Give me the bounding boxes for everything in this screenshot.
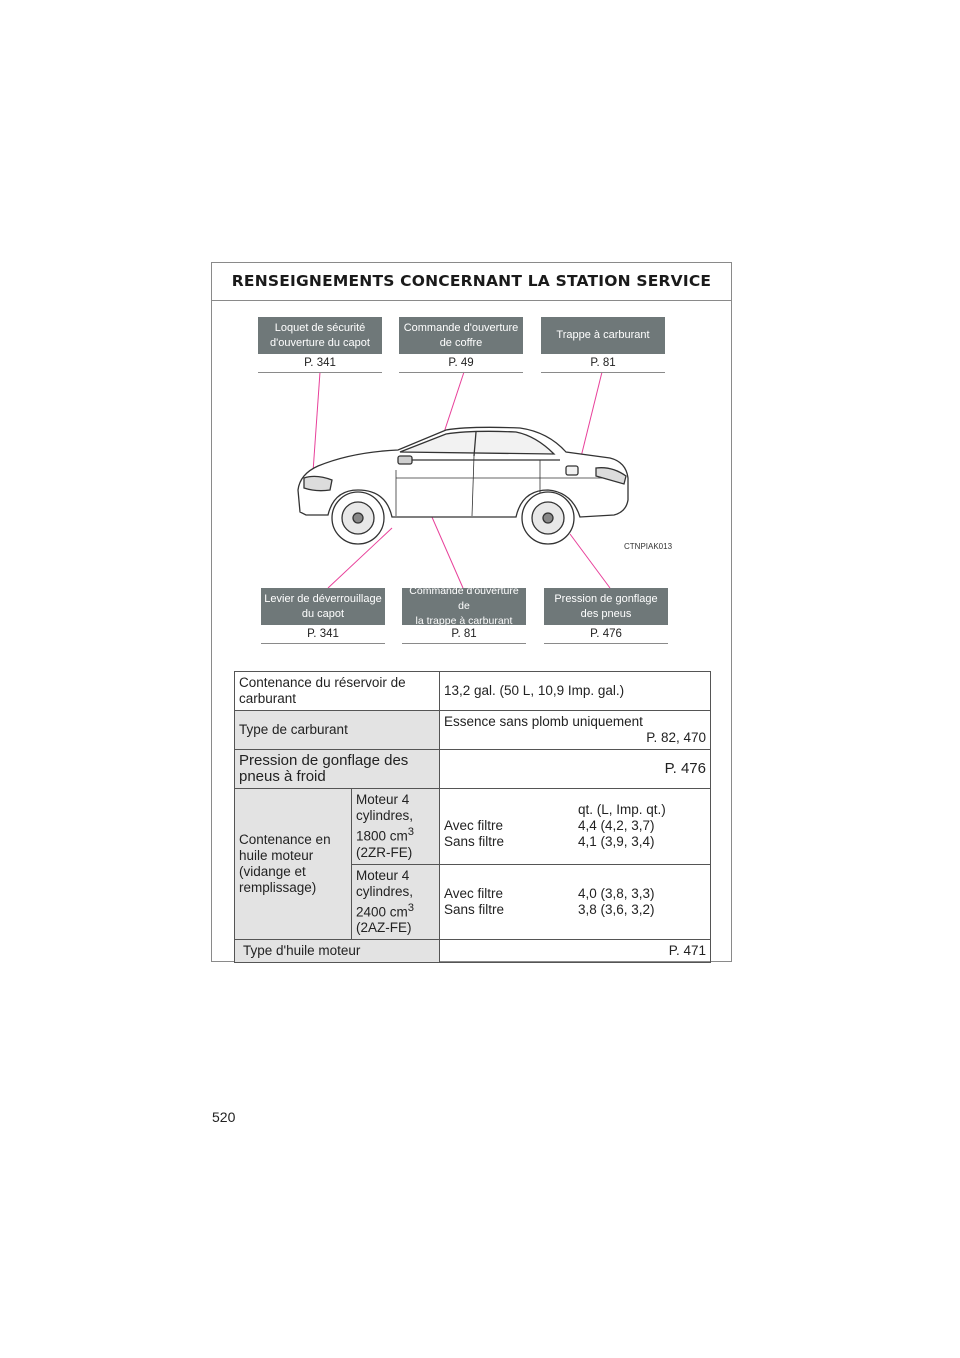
tire-pressure-label — [235, 750, 440, 789]
with-filter-label: Avec filtre — [444, 885, 504, 901]
label-text-2: de coffre — [439, 336, 483, 349]
e1-without-value: 4,1 (3,9, 3,4) — [578, 834, 655, 850]
oil-label-line-2: huile moteur — [239, 848, 314, 863]
engine2-line-1: Moteur 4 — [356, 867, 410, 883]
label-text: Commande d'ouverture — [403, 321, 519, 334]
label-hood-release-lever — [261, 588, 385, 625]
label-text-2: des pneus — [580, 607, 632, 620]
unit-header: qt. (L, Imp. qt.) — [578, 802, 666, 818]
page-ref-tire-pressure[interactable]: P. 476 — [544, 627, 668, 644]
oil-capacity-label — [235, 789, 352, 940]
without-filter-label: Sans filtre — [444, 901, 505, 917]
label-text-2: du capot — [301, 607, 345, 620]
page-title: RENSEIGNEMENTS CONCERNANT LA STATION SERVICE — [212, 263, 731, 301]
engine-1800-label — [352, 789, 440, 865]
label-text: Trappe à carburant — [556, 329, 650, 341]
fuel-type-label: Type de carburant — [235, 711, 440, 750]
oil-label-line-4: remplissage) — [239, 880, 317, 895]
oil-type-label: Type d'huile moteur — [235, 940, 440, 963]
label-text: Pression de gonflage — [554, 592, 658, 605]
engine2-line-3: 2400 cm — [356, 904, 408, 919]
label-hood-safety-latch — [258, 317, 382, 354]
pressure-label-line-2: pneus à froid — [239, 768, 326, 785]
leader-fuel-door-opener — [428, 508, 463, 588]
engine-2400-values — [440, 864, 711, 940]
engine1-line-4: (2ZR-FE) — [356, 844, 413, 860]
label-fuel-door-opener — [402, 585, 526, 627]
label-text: Loquet de sécurité — [274, 321, 366, 334]
leader-tire-pressure — [570, 534, 610, 588]
oil-label-line-1: Contenance en — [239, 832, 331, 847]
car-illustration — [298, 427, 628, 544]
page-ref-trunk-opener[interactable]: P. 49 — [399, 356, 523, 373]
table-row — [235, 940, 711, 963]
engine-1800-values — [440, 789, 711, 865]
engine2-line-4: (2AZ-FE) — [356, 920, 412, 935]
page-number: 520 — [212, 1109, 236, 1125]
engine1-cubic-sup: 3 — [407, 826, 415, 838]
label-trunk-opener — [399, 317, 523, 354]
tank-capacity-value: 13,2 gal. (50 L, 10,9 Imp. gal.) — [440, 672, 711, 711]
engine2-line-2: cylindres, — [356, 883, 414, 899]
page-ref-fuel-door[interactable]: P. 81 — [541, 356, 665, 373]
without-filter-label: Sans filtre — [444, 834, 505, 850]
engine1-line-2: cylindres, — [356, 808, 414, 823]
fuel-type-ref[interactable]: P. 82, 470 — [646, 730, 706, 745]
table-row — [235, 789, 711, 865]
label-text: Levier de déverrouillage — [264, 592, 382, 605]
pressure-label-line-1: Pression de gonflage des — [239, 752, 409, 769]
spec-table — [234, 671, 711, 963]
label-text-2: la trappe à carburant — [415, 615, 513, 627]
e2-without-value: 3,8 (3,6, 3,2) — [578, 901, 655, 917]
engine2-cubic-sup: 3 — [407, 901, 415, 914]
label-text-2: d'ouverture du capot — [270, 336, 370, 349]
engine1-line-3: 1800 cm — [356, 828, 408, 844]
label-tire-pressure — [544, 588, 668, 625]
table-row — [235, 672, 711, 711]
tank-label-line-2: carburant — [239, 691, 297, 706]
fuel-type-cell — [440, 711, 711, 750]
oil-label-line-3: (vidange et — [239, 864, 306, 879]
table-row — [235, 750, 711, 789]
fuel-type-value: Essence sans plomb uniquement — [444, 714, 643, 729]
page-ref-fuel-door-opener[interactable]: P. 81 — [402, 627, 526, 644]
engine1-line-1: Moteur 4 — [356, 792, 410, 807]
leader-hood-latch — [313, 372, 320, 472]
label-fuel-door — [541, 317, 665, 354]
tire-pressure-ref[interactable]: P. 476 — [440, 750, 711, 789]
page-ref-hood-release-lever[interactable]: P. 341 — [261, 627, 385, 644]
tank-label-line-1: Contenance du réservoir de — [239, 675, 406, 690]
image-code: CTNPIAK013 — [624, 542, 673, 551]
label-text: Commande d'ouverture de — [409, 585, 519, 612]
engine-2400-label — [352, 864, 440, 940]
e1-with-value: 4,4 (4,2, 3,7) — [578, 818, 655, 834]
page-ref-hood-safety-latch[interactable]: P. 341 — [258, 356, 382, 373]
e2-with-value: 4,0 (3,8, 3,3) — [578, 885, 655, 901]
table-row — [235, 711, 711, 750]
oil-type-ref[interactable]: P. 471 — [440, 940, 711, 963]
leader-fuel-door — [579, 372, 602, 465]
with-filter-label: Avec filtre — [444, 818, 504, 834]
tank-capacity-label — [235, 672, 440, 711]
